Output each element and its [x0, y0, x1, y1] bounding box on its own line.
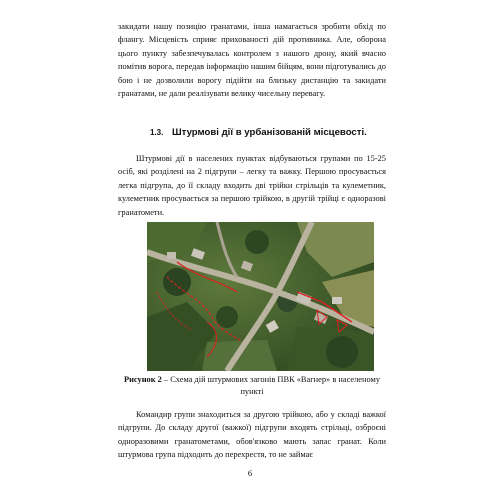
satellite-map-image	[147, 222, 374, 371]
figure-caption-text: – Схема дій штурмових загонів ПВК «Вагнер» в населеному пункті	[161, 375, 381, 396]
section-title: Штурмові дії в урбанізованій місцевості.	[172, 127, 367, 138]
figure-label: Рисунок 2	[123, 375, 162, 384]
section-number: 1.3.	[150, 128, 164, 137]
satellite-map-drawing	[147, 222, 374, 371]
paragraph-2: Штурмові дії в населених пунктах відбуваються групами по 15-25 осіб, які розділені на 2 підгрупи – легку та важку. Першою просувається легка підгрупа, до її складу входить дві трійки стрільців та кулеметник, кулеметник просувається за першою трійкою, в другій трійці є одноразові гранатомети.	[118, 154, 386, 217]
paragraph-1: закидати нашу позицію гранатами, інша намагається зробити обхід по флангу. Місцевість сприяє прихованості дій противника. Але, оборона цього пункту забезпечувалась контролем з нашого дрону, який вчасно помітив ворога, передав інформацію нашим бійцям, вони підготувались до бою і не дозволили ворогу підійти на близьку дистанцію та закидати гранатами, не дали реалізувати велику чисельну перевагу.	[118, 22, 386, 99]
section-heading	[150, 127, 367, 138]
paragraph-3: Командир групи знаходиться за другою трійкою, або у складі важкої підгрупи. До складу другої (важкої) підгрупи входять стрільці, озброєні одноразовими гранатометами, обов'язково мають запас гранат. Коли штурмова група підходить до перехрестя, то не займає	[118, 410, 386, 460]
figure-caption	[120, 374, 384, 398]
page-number: 6	[247, 468, 253, 478]
